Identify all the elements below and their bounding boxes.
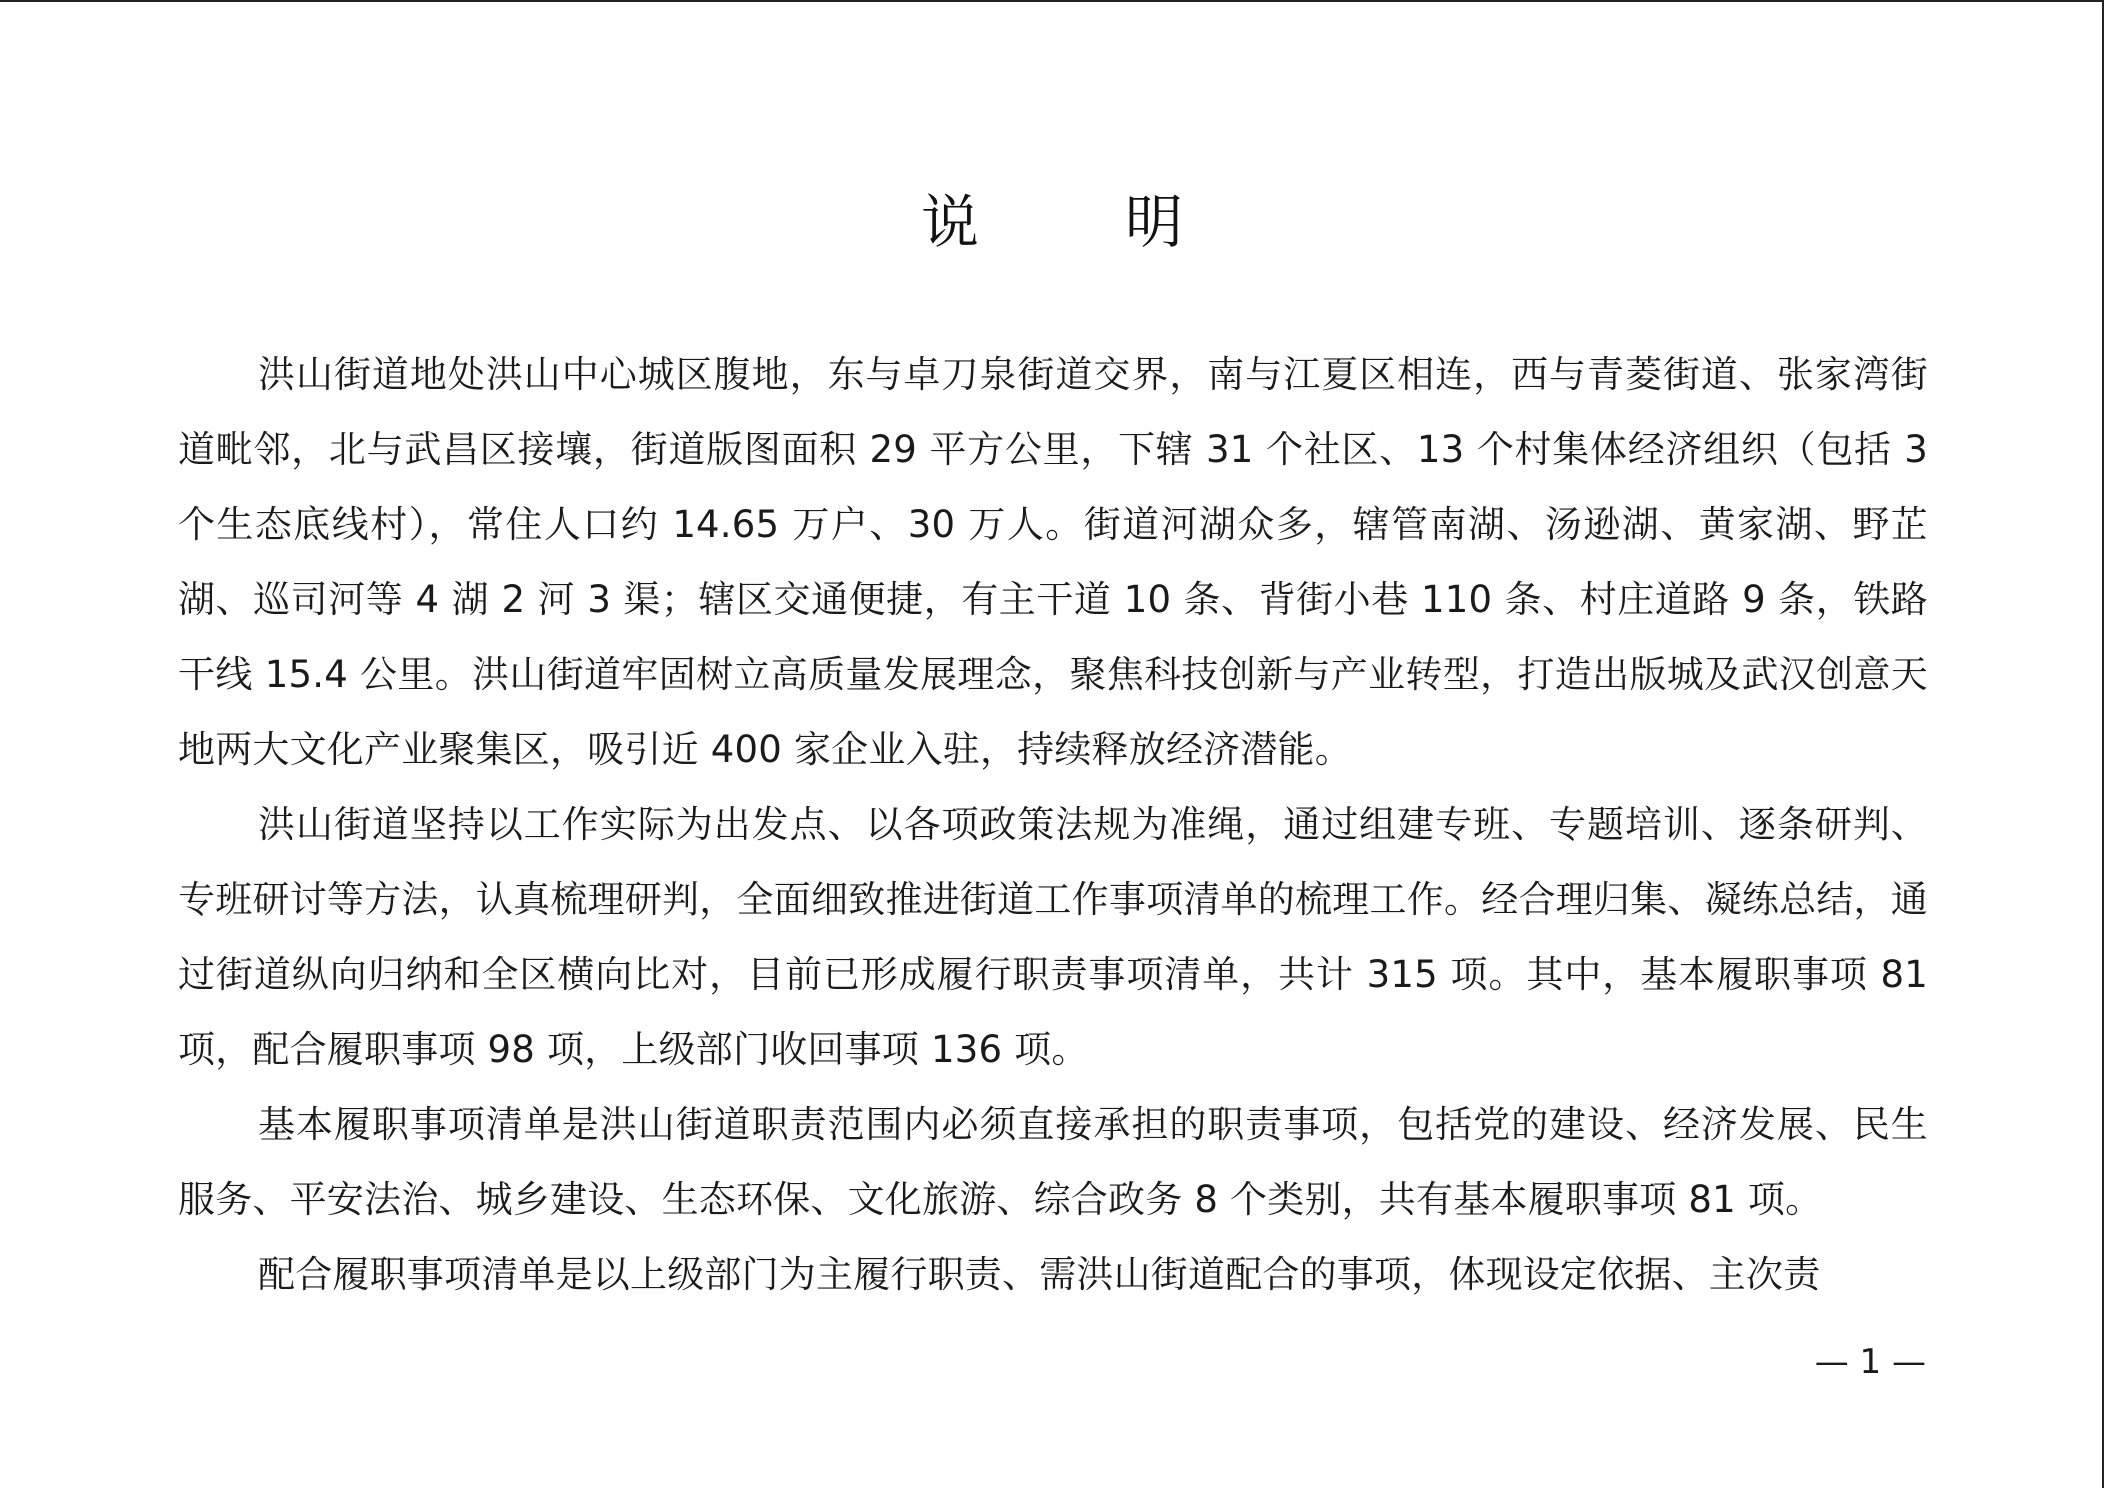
paragraph-basic-duties: 基本履职事项清单是洪山街道职责范围内必须直接承担的职责事项，包括党的建设、经济发展、民生服务、平安法治、城乡建设、生态环保、文化旅游、综合政务 8 个类别，共有基本履职事项 81 项。 — [178, 1103, 1928, 1221]
paragraph-work-method: 洪山街道坚持以工作实际为出发点、以各项政策法规为准绳，通过组建专班、专题培训、逐条研判、专班研讨等方法，认真梳理研判，全面细致推进街道工作事项清单的梳理工作。经合理归集、凝练总结，通过街道纵向归纳和全区横向比对，目前已形成履行职责事项清单，共计 315 项。其中，基本履职事项 81 项，配合履职事项 98 项，上级部门收回事项 136 项。 — [178, 803, 1928, 1071]
body-text — [178, 337, 1928, 1312]
paragraph-cooperative-duties: 配合履职事项清单是以上级部门为主履行职责、需洪山街道配合的事项，体现设定依据、主次责 — [258, 1253, 1821, 1296]
page-number: — 1 — — [1814, 1342, 1926, 1382]
paragraph-overview: 洪山街道地处洪山中心城区腹地，东与卓刀泉街道交界，南与江夏区相连，西与青菱街道、张家湾街道毗邻，北与武昌区接壤，街道版图面积 29 平方公里，下辖 31 个社区、13 个村集体经济组织（包括 3 个生态底线村），常住人口约 14.65 万户、30 万人。街道河湖众多，辖管南湖、汤逊湖、黄家湖、野芷湖、巡司河等 4 湖 2 河 3 渠；辖区交通便捷，有主干道 10 条、背街小巷 110 条、村庄道路 9 条，铁路干线 15.4 公里。洪山街道牢固树立高质量发展理念，聚焦科技创新与产业转型，打造出版城及武汉创意天地两大文化产业聚集区，吸引近 400 家企业入驻，持续释放经济潜能。 — [178, 353, 1928, 771]
page-title: 说 明 — [920, 188, 1227, 256]
